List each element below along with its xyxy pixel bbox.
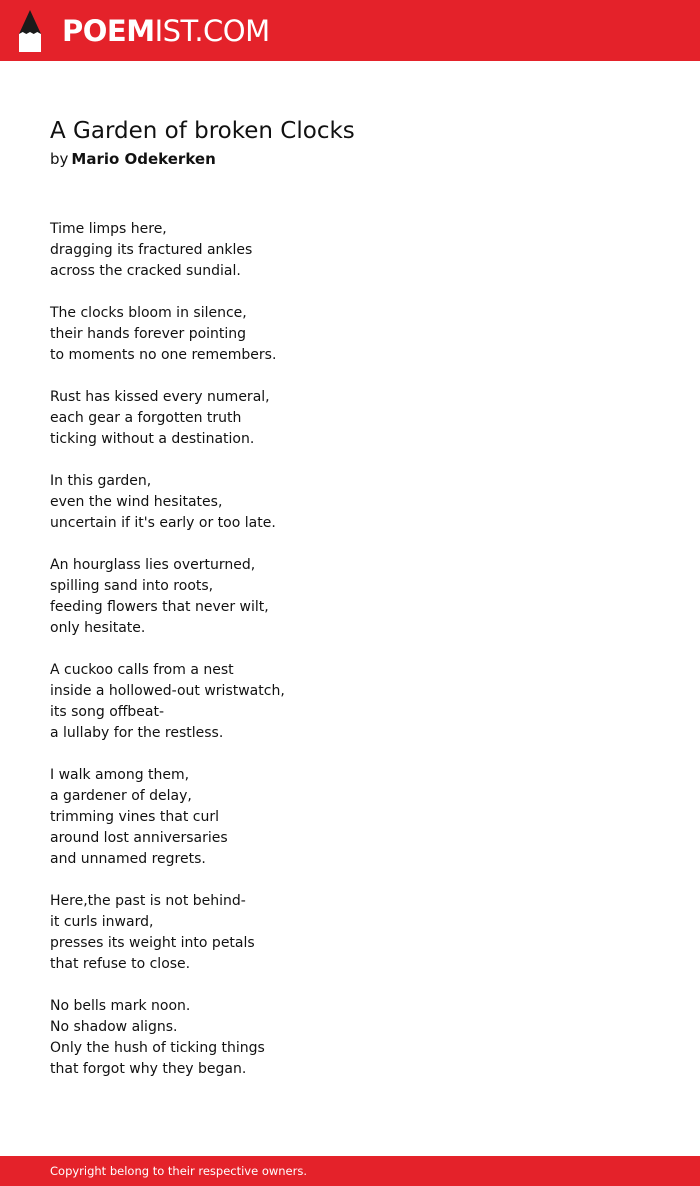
poem-line: their hands forever pointing bbox=[50, 326, 247, 342]
logo-light-part: IST.COM bbox=[154, 14, 270, 48]
poem-line: No bells mark noon. bbox=[50, 998, 191, 1014]
poem-line: to moments no one remembers. bbox=[50, 347, 277, 363]
poem-byline bbox=[50, 149, 216, 169]
poem-line: that refuse to close. bbox=[50, 956, 191, 972]
poem-line: spilling sand into roots, bbox=[50, 578, 214, 594]
poem-stanza bbox=[50, 219, 650, 282]
logo-bold-part: POEM bbox=[62, 14, 155, 48]
poem-line: its song offbeat- bbox=[50, 704, 165, 720]
poem-line: a gardener of delay, bbox=[50, 788, 192, 804]
copyright-notice: Copyright belong to their respective owners. bbox=[50, 1164, 308, 1178]
poem-stanza bbox=[50, 387, 650, 450]
pencil-tip-icon bbox=[17, 10, 43, 52]
poem-stanza bbox=[50, 660, 650, 744]
poem-author: Mario Odekerken bbox=[71, 150, 216, 168]
poem-stanza bbox=[50, 996, 650, 1080]
site-footer bbox=[0, 1156, 700, 1186]
poem-line: dragging its fractured ankles bbox=[50, 242, 253, 258]
poem-line: a lullaby for the restless. bbox=[50, 725, 224, 741]
poem-line: Time limps here, bbox=[50, 221, 167, 237]
poem-line: feeding flowers that never wilt, bbox=[50, 599, 269, 615]
poem-stanza bbox=[50, 471, 650, 534]
poem-line: Rust has kissed every numeral, bbox=[50, 389, 270, 405]
poem-stanza bbox=[50, 303, 650, 366]
poem-line: presses its weight into petals bbox=[50, 935, 255, 951]
poem-line: No shadow aligns. bbox=[50, 1019, 178, 1035]
poem-stanza bbox=[50, 765, 650, 870]
poem-line: ticking without a destination. bbox=[50, 431, 255, 447]
poem-line: An hourglass lies overturned, bbox=[50, 557, 256, 573]
poem-line: that forgot why they began. bbox=[50, 1061, 247, 1077]
poem-line: In this garden, bbox=[50, 473, 152, 489]
site-logo-text bbox=[62, 9, 270, 53]
poem-stanza bbox=[50, 555, 650, 639]
byline-label: by bbox=[50, 150, 69, 168]
poem-line: around lost anniversaries bbox=[50, 830, 228, 846]
poem-line: trimming vines that curl bbox=[50, 809, 220, 825]
poem-line: Only the hush of ticking things bbox=[50, 1040, 265, 1056]
poem-stanza bbox=[50, 891, 650, 975]
poem-line: each gear a forgotten truth bbox=[50, 410, 242, 426]
poem-body bbox=[50, 219, 650, 1101]
poem-title: A Garden of broken Clocks bbox=[50, 118, 355, 144]
poem-line: inside a hollowed-out wristwatch, bbox=[50, 683, 285, 699]
site-header bbox=[0, 0, 700, 61]
poem-line: uncertain if it's early or too late. bbox=[50, 515, 276, 531]
poem-line: even the wind hesitates, bbox=[50, 494, 223, 510]
poem-line: I walk among them, bbox=[50, 767, 190, 783]
poem-line: only hesitate. bbox=[50, 620, 146, 636]
site-logo-link[interactable] bbox=[17, 9, 270, 53]
poem-line: Here,the past is not behind- bbox=[50, 893, 246, 909]
poem-line: and unnamed regrets. bbox=[50, 851, 206, 867]
poem-line: A cuckoo calls from a nest bbox=[50, 662, 234, 678]
poem-line: it curls inward, bbox=[50, 914, 154, 930]
poem-line: across the cracked sundial. bbox=[50, 263, 241, 279]
poem-line: The clocks bloom in silence, bbox=[50, 305, 247, 321]
